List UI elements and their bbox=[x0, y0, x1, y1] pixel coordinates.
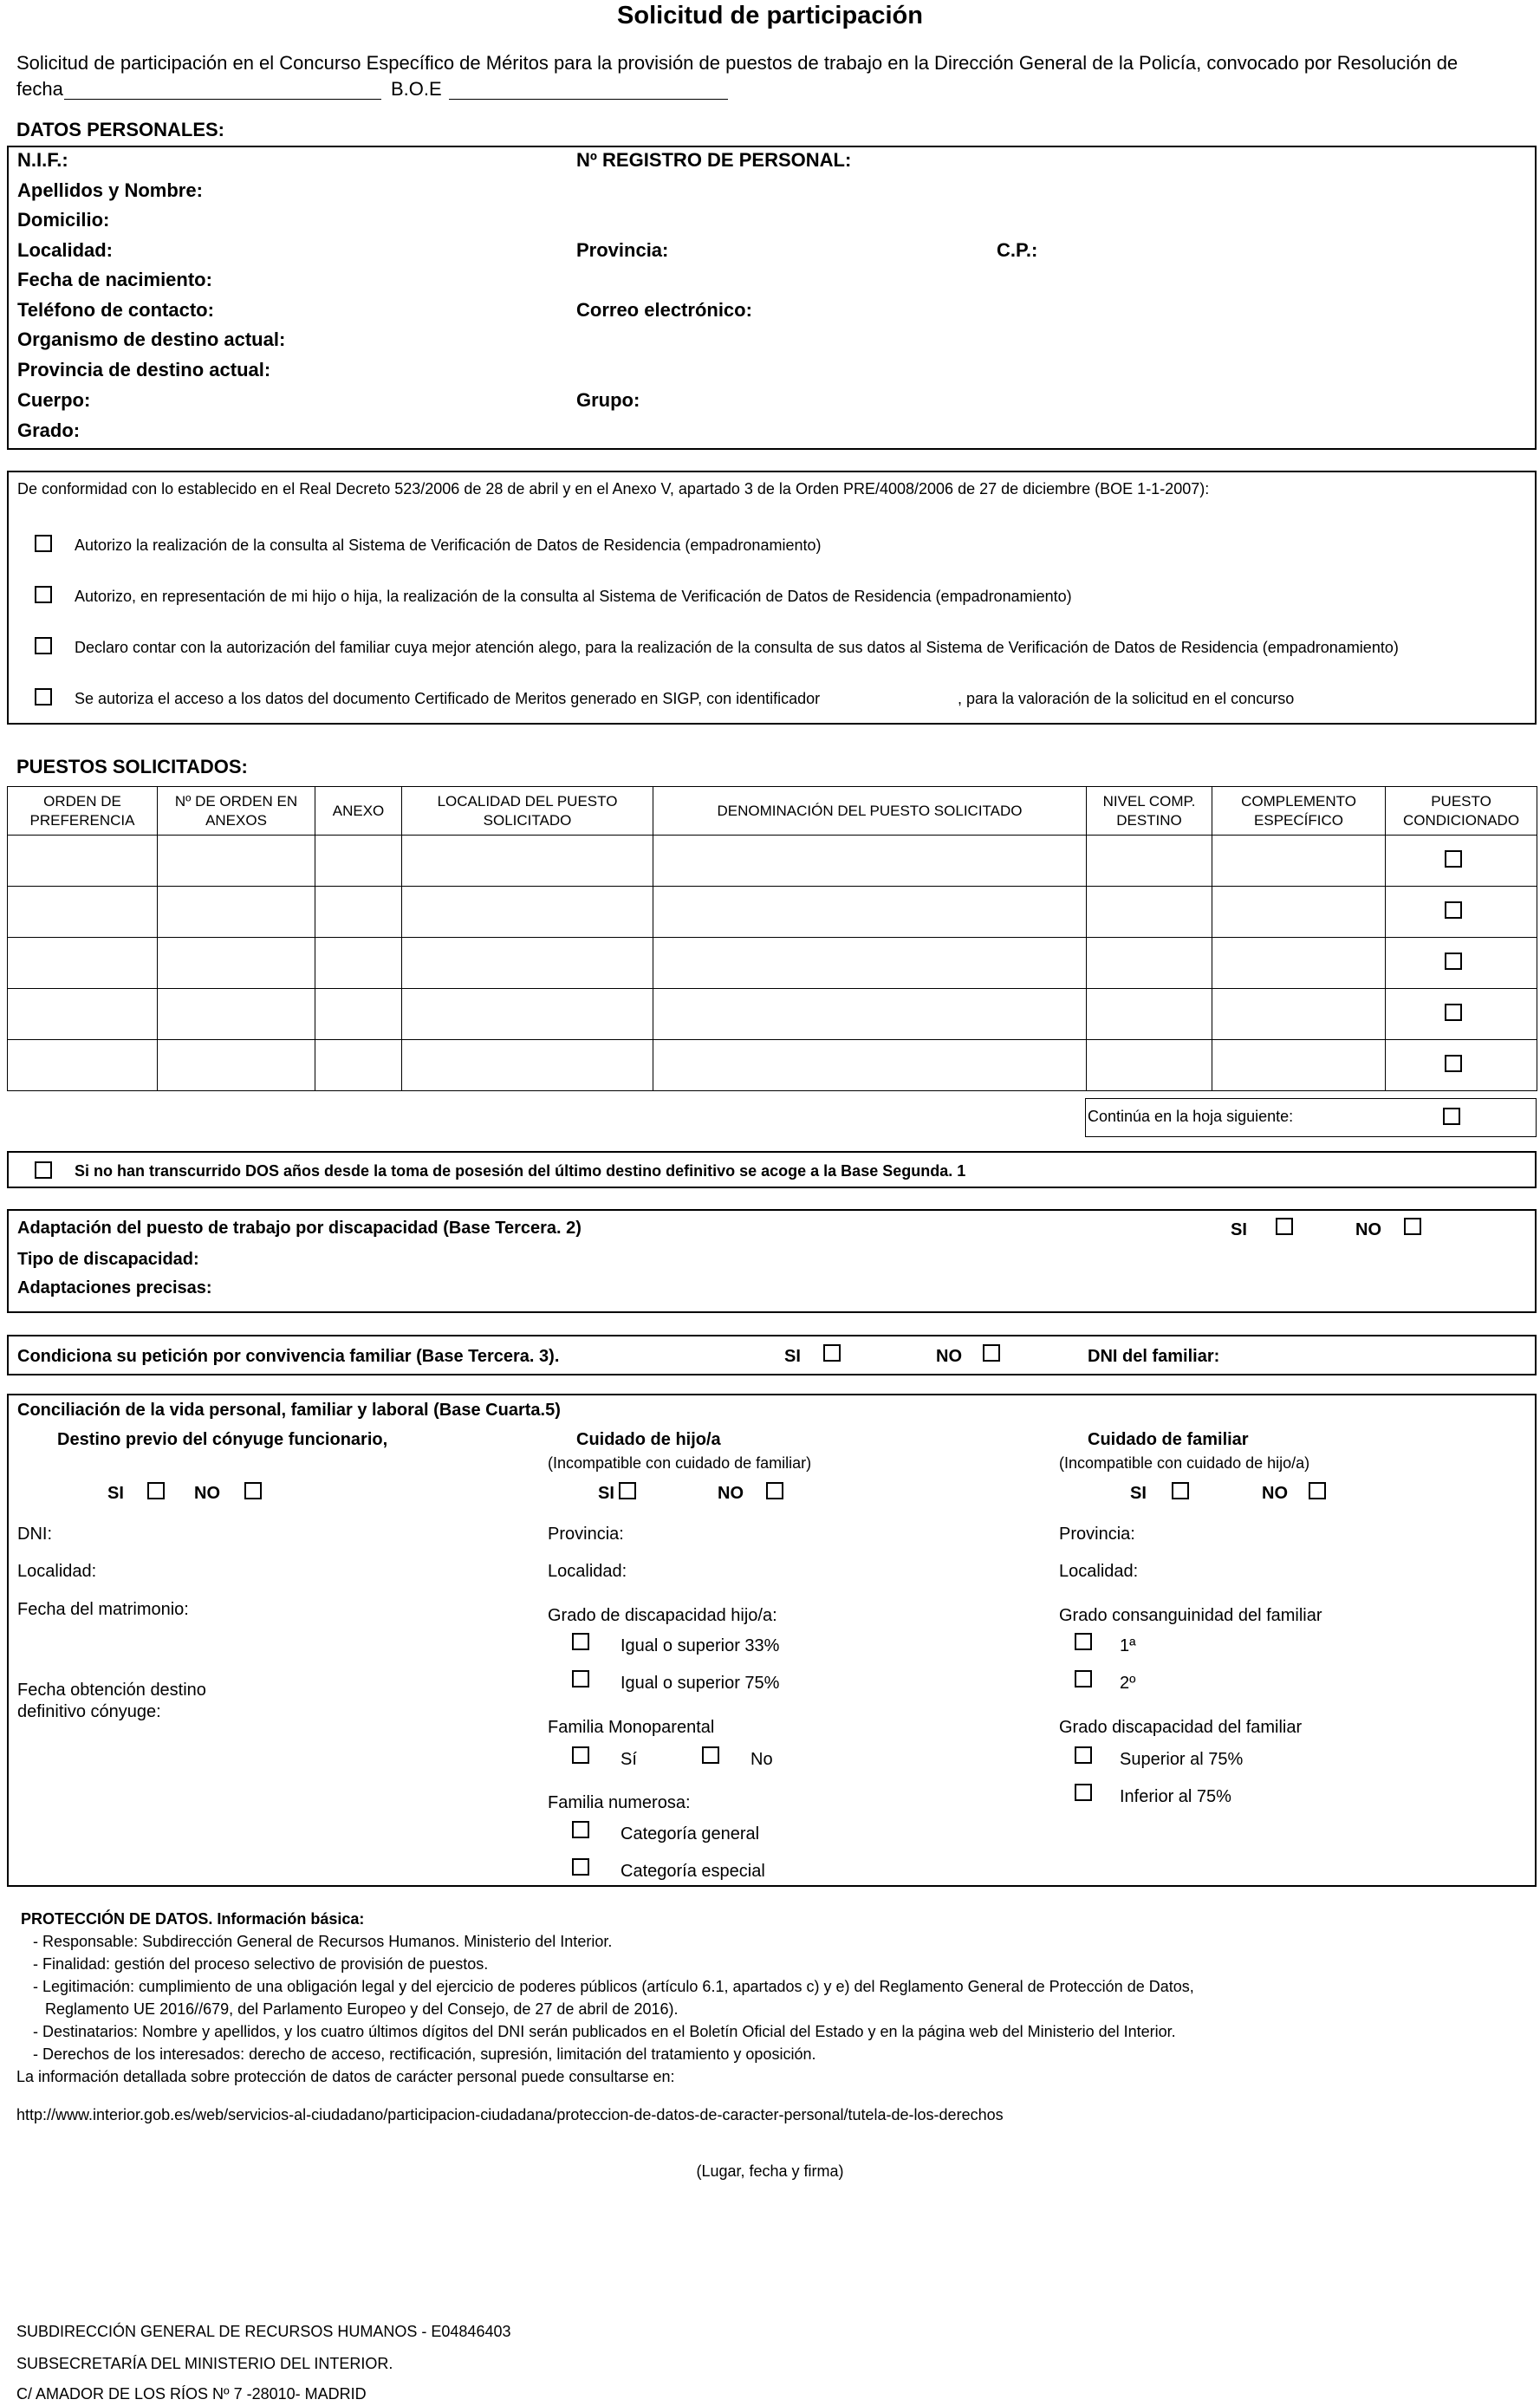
grado-label: Grado: bbox=[17, 419, 81, 441]
intro-text: Solicitud de participación en el Concurso Específico de Méritos para la provisión de puestos de trabajo en la Dirección General de la Policía, convocado por Resolución de bbox=[16, 52, 1459, 74]
primero-label: 1ª bbox=[1120, 1636, 1136, 1655]
table-row bbox=[8, 1040, 1537, 1091]
hijo-sub: (Incompatible con cuidado de familiar) bbox=[548, 1454, 812, 1472]
localidad-label: Localidad: bbox=[17, 239, 114, 261]
consent-item-4a: Se autoriza el acceso a los datos del documento Certificado de Meritos generado en SIGP, con identificador bbox=[75, 690, 821, 707]
provincia-destino-label: Provincia de destino actual: bbox=[17, 359, 271, 380]
organismo-label: Organismo de destino actual: bbox=[17, 328, 286, 350]
hijo-localidad-label: Localidad: bbox=[548, 1562, 627, 1581]
col-complemento: COMPLEMENTO ESPECÍFICO bbox=[1212, 787, 1386, 836]
proteccion-line-3: - Legitimación: cumplimiento de una obligación legal y del ejercicio de poderes públicos (artículo 6.1, apartados c) y e) del Reglamento General de Protección de Datos, bbox=[33, 1978, 1194, 1995]
nif-label: N.I.F.: bbox=[17, 149, 68, 171]
cat-general-checkbox[interactable] bbox=[572, 1821, 589, 1838]
footer-line-3: C/ AMADOR DE LOS RÍOS Nº 7 -28010- MADRID bbox=[16, 2385, 367, 2403]
apellidos-label: Apellidos y Nombre: bbox=[17, 179, 203, 201]
monoparental-no-checkbox[interactable] bbox=[702, 1746, 719, 1764]
convivencia-si-label: SI bbox=[784, 1347, 801, 1366]
consent-item-3: Declaro contar con la autorización del familiar cuya mejor atención alego, para la realización de la consulta de sus datos al Sistema de Verificación de Datos de Residencia (empadronamiento) bbox=[75, 639, 1399, 656]
proteccion-heading: PROTECCIÓN DE DATOS. Información básica: bbox=[21, 1910, 365, 1928]
monoparental-si-label: Sí bbox=[621, 1750, 637, 1769]
fecha-label: fecha bbox=[16, 78, 63, 100]
consent-checkbox-1[interactable] bbox=[35, 535, 52, 552]
table-row bbox=[8, 989, 1537, 1040]
puestos-table bbox=[7, 786, 1537, 1091]
correo-label: Correo electrónico: bbox=[576, 299, 752, 321]
telefono-label: Teléfono de contacto: bbox=[17, 299, 214, 321]
proteccion-line-6: - Derechos de los interesados: derecho de acceso, rectificación, supresión, limitación del tratamiento y oposición. bbox=[33, 2045, 816, 2063]
consent-item-4b: , para la valoración de la solicitud en el concurso bbox=[958, 690, 1295, 707]
personal-data-box bbox=[7, 146, 1537, 450]
proteccion-url[interactable]: http://www.interior.gob.es/web/servicios-al-ciudadano/participacion-ciudadana/proteccion-de-datos-de-caracter-personal/tutela-de-los-derechos bbox=[16, 2106, 1004, 2123]
familiar-si-label: SI bbox=[1130, 1484, 1147, 1503]
familiar-no-checkbox[interactable] bbox=[1309, 1482, 1326, 1499]
conciliacion-title: Conciliación de la vida personal, familiar y laboral (Base Cuarta.5) bbox=[17, 1401, 561, 1420]
familiar-no-label: NO bbox=[1262, 1484, 1288, 1503]
conyuge-si-label: SI bbox=[107, 1484, 124, 1503]
consanguinidad-label: Grado consanguinidad del familiar bbox=[1059, 1606, 1322, 1625]
fecha-obtencion-label-2: definitivo cónyuge: bbox=[17, 1702, 161, 1721]
tipo-discapacidad-label: Tipo de discapacidad: bbox=[17, 1250, 199, 1269]
boe-line[interactable] bbox=[449, 80, 728, 100]
table-row bbox=[8, 887, 1537, 938]
convivencia-no-label: NO bbox=[936, 1347, 962, 1366]
col-localidad: LOCALIDAD DEL PUESTO SOLICITADO bbox=[402, 787, 653, 836]
grupo-label: Grupo: bbox=[576, 389, 640, 411]
proteccion-line-2: - Finalidad: gestión del proceso selectivo de provisión de puestos. bbox=[33, 1955, 489, 1973]
condicionado-checkbox[interactable] bbox=[1445, 1055, 1462, 1072]
convivencia-si-checkbox[interactable] bbox=[823, 1344, 841, 1362]
continua-label: Continúa en la hoja siguiente: bbox=[1088, 1108, 1294, 1125]
consent-item-1: Autorizo la realización de la consulta al Sistema de Verificación de Datos de Residencia (empadronamiento) bbox=[75, 536, 822, 554]
convivencia-no-checkbox[interactable] bbox=[983, 1344, 1000, 1362]
superior75-checkbox[interactable] bbox=[1075, 1746, 1092, 1764]
table-header-row bbox=[8, 787, 1537, 836]
segundo-checkbox[interactable] bbox=[1075, 1670, 1092, 1687]
col-anexo: ANEXO bbox=[315, 787, 402, 836]
consent-checkbox-2[interactable] bbox=[35, 586, 52, 603]
hijo-si-checkbox[interactable] bbox=[619, 1482, 636, 1499]
consent-item-2: Autorizo, en representación de mi hijo o hija, la realización de la consulta al Sistema de Verificación de Datos de Residencia (empadronamiento) bbox=[75, 588, 1072, 605]
adaptacion-si-label: SI bbox=[1231, 1220, 1247, 1239]
col-condicionado: PUESTO CONDICIONADO bbox=[1386, 787, 1537, 836]
igual33-label: Igual o superior 33% bbox=[621, 1636, 780, 1655]
table-row bbox=[8, 938, 1537, 989]
monoparental-label: Familia Monoparental bbox=[548, 1718, 715, 1737]
footer-line-2: SUBSECRETARÍA DEL MINISTERIO DEL INTERIOR. bbox=[16, 2355, 393, 2372]
base-segunda-label: Si no han transcurrido DOS años desde la toma de posesión del último destino definitivo se acoge a la Base Segunda. 1 bbox=[75, 1162, 966, 1180]
cp-label: C.P.: bbox=[997, 239, 1038, 261]
familiar-localidad-label: Localidad: bbox=[1059, 1562, 1139, 1581]
personal-heading: DATOS PERSONALES: bbox=[16, 119, 224, 140]
adaptacion-title: Adaptación del puesto de trabajo por discapacidad (Base Tercera. 2) bbox=[17, 1219, 582, 1238]
primero-checkbox[interactable] bbox=[1075, 1633, 1092, 1650]
segundo-label: 2º bbox=[1120, 1674, 1136, 1693]
igual75-label: Igual o superior 75% bbox=[621, 1674, 780, 1693]
proteccion-info: La información detallada sobre protección de datos de carácter personal puede consultarse en: bbox=[16, 2068, 675, 2085]
conyuge-no-checkbox[interactable] bbox=[244, 1482, 262, 1499]
hijo-provincia-label: Provincia: bbox=[548, 1525, 624, 1544]
footer-line-1: SUBDIRECCIÓN GENERAL DE RECURSOS HUMANOS - E04846403 bbox=[16, 2323, 511, 2340]
boe-label: B.O.E bbox=[391, 78, 442, 100]
conyuge-localidad-label: Localidad: bbox=[17, 1562, 97, 1581]
base-segunda-checkbox[interactable] bbox=[35, 1161, 52, 1179]
igual75-checkbox[interactable] bbox=[572, 1670, 589, 1687]
proteccion-line-4: Reglamento UE 2016//679, del Parlamento Europeo y del Consejo, de 27 de abril de 2016). bbox=[45, 2000, 679, 2018]
familiar-heading: Cuidado de familiar bbox=[1088, 1430, 1249, 1449]
hijo-no-checkbox[interactable] bbox=[766, 1482, 783, 1499]
adaptacion-no-label: NO bbox=[1355, 1220, 1381, 1239]
fecha-obtencion-label-1: Fecha obtención destino bbox=[17, 1681, 206, 1700]
inferior75-checkbox[interactable] bbox=[1075, 1784, 1092, 1801]
conyuge-no-label: NO bbox=[194, 1484, 220, 1503]
conciliacion-box bbox=[7, 1394, 1537, 1887]
cat-general-label: Categoría general bbox=[621, 1824, 760, 1844]
convivencia-title: Condiciona su petición por convivencia familiar (Base Tercera. 3). bbox=[17, 1347, 560, 1366]
puestos-heading: PUESTOS SOLICITADOS: bbox=[16, 756, 248, 777]
adaptacion-si-checkbox[interactable] bbox=[1276, 1218, 1293, 1235]
superior75-label: Superior al 75% bbox=[1120, 1750, 1244, 1769]
hijo-si-label: SI bbox=[598, 1484, 614, 1503]
base-segunda-box bbox=[7, 1151, 1537, 1188]
page-title: Solicitud de participación bbox=[617, 2, 923, 29]
adaptaciones-label: Adaptaciones precisas: bbox=[17, 1278, 212, 1297]
condicionado-checkbox[interactable] bbox=[1445, 953, 1462, 970]
familiar-provincia-label: Provincia: bbox=[1059, 1525, 1135, 1544]
col-nivel: NIVEL COMP. DESTINO bbox=[1087, 787, 1212, 836]
registro-label: Nº REGISTRO DE PERSONAL: bbox=[576, 149, 852, 171]
nacimiento-label: Fecha de nacimiento: bbox=[17, 269, 212, 290]
firma-label: (Lugar, fecha y firma) bbox=[696, 2162, 844, 2180]
cat-especial-checkbox[interactable] bbox=[572, 1858, 589, 1876]
grado-hijo-label: Grado de discapacidad hijo/a: bbox=[548, 1606, 777, 1625]
monoparental-si-checkbox[interactable] bbox=[572, 1746, 589, 1764]
proteccion-line-5: - Destinatarios: Nombre y apellidos, y los cuatro últimos dígitos del DNI serán publicados en el Boletín Oficial del Estado y en la página web del Ministerio del Interior. bbox=[33, 2023, 1176, 2040]
conyuge-dni-label: DNI: bbox=[17, 1525, 52, 1544]
domicilio-label: Domicilio: bbox=[17, 209, 110, 231]
col-norden: Nº DE ORDEN EN ANEXOS bbox=[158, 787, 315, 836]
familiar-si-checkbox[interactable] bbox=[1172, 1482, 1189, 1499]
provincia-label: Provincia: bbox=[576, 239, 669, 261]
continua-checkbox[interactable] bbox=[1443, 1108, 1460, 1125]
familiar-sub: (Incompatible con cuidado de hijo/a) bbox=[1059, 1454, 1310, 1472]
consent-checkbox-3[interactable] bbox=[35, 637, 52, 654]
adaptacion-box bbox=[7, 1209, 1537, 1313]
convivencia-dni-label: DNI del familiar: bbox=[1088, 1347, 1220, 1366]
consent-box bbox=[7, 471, 1537, 725]
convivencia-box bbox=[7, 1335, 1537, 1375]
col-orden: ORDEN DE PREFERENCIA bbox=[8, 787, 158, 836]
condicionado-checkbox[interactable] bbox=[1445, 901, 1462, 919]
monoparental-no-label: No bbox=[751, 1750, 773, 1769]
hijo-heading: Cuidado de hijo/a bbox=[576, 1430, 721, 1449]
continua-box bbox=[1085, 1098, 1537, 1137]
fecha-line[interactable] bbox=[64, 80, 381, 100]
condicionado-checkbox[interactable] bbox=[1445, 1004, 1462, 1021]
conyuge-si-checkbox[interactable] bbox=[147, 1482, 165, 1499]
cat-especial-label: Categoría especial bbox=[621, 1862, 765, 1881]
cuerpo-label: Cuerpo: bbox=[17, 389, 91, 411]
hijo-no-label: NO bbox=[718, 1484, 744, 1503]
fecha-matrimonio-label: Fecha del matrimonio: bbox=[17, 1600, 189, 1619]
grado-disc-familiar-label: Grado discapacidad del familiar bbox=[1059, 1718, 1303, 1737]
condicionado-checkbox[interactable] bbox=[1445, 850, 1462, 868]
inferior75-label: Inferior al 75% bbox=[1120, 1787, 1231, 1806]
adaptacion-no-checkbox[interactable] bbox=[1404, 1218, 1421, 1235]
table-row bbox=[8, 836, 1537, 887]
consent-checkbox-4[interactable] bbox=[35, 688, 52, 706]
proteccion-line-1: - Responsable: Subdirección General de Recursos Humanos. Ministerio del Interior. bbox=[33, 1933, 613, 1950]
conyuge-heading: Destino previo del cónyuge funcionario, bbox=[57, 1430, 388, 1449]
igual33-checkbox[interactable] bbox=[572, 1633, 589, 1650]
numerosa-label: Familia numerosa: bbox=[548, 1793, 691, 1812]
col-denominacion: DENOMINACIÓN DEL PUESTO SOLICITADO bbox=[653, 787, 1087, 836]
consent-intro: De conformidad con lo establecido en el Real Decreto 523/2006 de 28 de abril y en el Anexo V, apartado 3 de la Orden PRE/4008/2006 de 27 de diciembre (BOE 1-1-2007): bbox=[17, 480, 1210, 497]
